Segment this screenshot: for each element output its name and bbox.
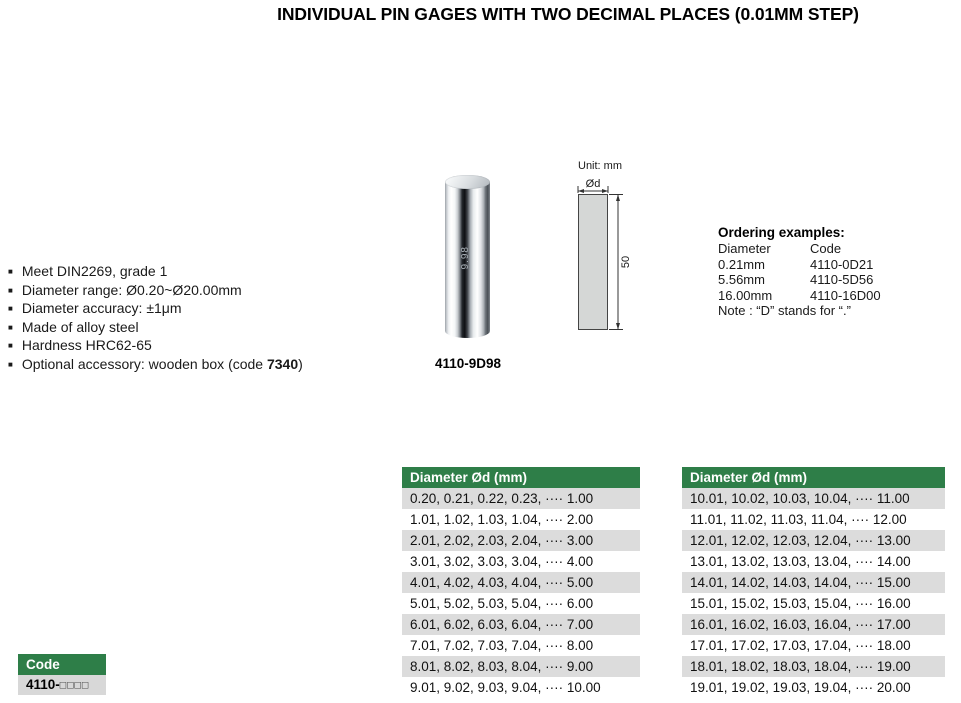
- code-box-value: [18, 675, 106, 695]
- table-header: Diameter Ød (mm): [682, 467, 945, 488]
- ordering-header-row: [718, 241, 928, 257]
- feature-text-suffix: ): [298, 355, 303, 372]
- table-row: 10.01, 10.02, 10.03, 10.04, ···· 11.00: [682, 488, 945, 509]
- bullet-square-icon: ■: [8, 341, 13, 351]
- table-row: 1.01, 1.02, 1.03, 1.04, ···· 2.00: [402, 509, 640, 530]
- feature-item-accessory: [8, 355, 303, 374]
- pin-gage-top-face: [445, 175, 490, 189]
- code-prefix: 4110-: [26, 677, 60, 692]
- ordering-code: 4110-5D56: [810, 272, 874, 288]
- table-row: 17.01, 17.02, 17.03, 17.04, ···· 18.00: [682, 635, 945, 656]
- bullet-square-icon: ■: [8, 322, 13, 332]
- table-row: 14.01, 14.02, 14.03, 14.04, ···· 15.00: [682, 572, 945, 593]
- code-box-header: Code: [18, 654, 106, 675]
- ordering-code: 4110-0D21: [810, 256, 874, 272]
- table-header: Diameter Ød (mm): [402, 467, 640, 488]
- table-row: 11.01, 11.02, 11.03, 11.04, ···· 12.00: [682, 509, 945, 530]
- table-body: [682, 488, 945, 698]
- feature-items: [8, 262, 303, 355]
- diameter-dim-label: Ød: [585, 178, 601, 190]
- feature-item: [8, 281, 303, 300]
- bullet-square-icon: ■: [8, 267, 13, 276]
- feature-text: Hardness HRC62-65: [21, 337, 152, 354]
- feature-text: Optional accessory: wooden box (code: [21, 355, 267, 372]
- table-row: 9.01, 9.02, 9.03, 9.04, ···· 10.00: [402, 677, 640, 698]
- bullet-square-icon: ■: [8, 285, 13, 295]
- accessory-code: 7340: [266, 355, 299, 372]
- table-row: 8.01, 8.02, 8.03, 8.04, ···· 9.00: [402, 656, 640, 677]
- ordering-col-diameter: Diameter: [718, 241, 771, 256]
- table-row: 4.01, 4.02, 4.03, 4.04, ···· 5.00: [402, 572, 640, 593]
- diameter-table-left: [402, 467, 640, 698]
- feature-item: [8, 262, 303, 281]
- ordering-note: Note : “D” stands for “.”: [718, 303, 851, 319]
- feature-list: [8, 262, 303, 374]
- length-dim-label: 50: [620, 255, 632, 269]
- ordering-rows: [718, 257, 928, 304]
- feature-text: Made of alloy steel: [21, 318, 139, 335]
- ordering-col-code: Code: [810, 241, 842, 256]
- table-row: 5.01, 5.02, 5.03, 5.04, ···· 6.00: [402, 593, 640, 614]
- ordering-examples: [718, 224, 928, 319]
- ordering-diameter: 0.21mm: [718, 256, 765, 272]
- table-row: 16.01, 16.02, 16.03, 16.04, ···· 17.00: [682, 614, 945, 635]
- dimension-drawing: [565, 155, 645, 340]
- feature-item: [8, 336, 303, 355]
- diameter-table-right: [682, 467, 945, 698]
- code-placeholder-squares: □□□□: [59, 679, 90, 692]
- ordering-diameter: 5.56mm: [718, 272, 765, 288]
- feature-text: Diameter range: Ø0.20~Ø20.00mm: [21, 281, 242, 298]
- unit-label: Unit: mm: [578, 160, 622, 172]
- feature-text: Meet DIN2269, grade 1: [21, 263, 168, 279]
- code-box: [18, 654, 106, 695]
- feature-text: Diameter accuracy: ±1μm: [21, 300, 182, 317]
- page-title: INDIVIDUAL PIN GAGES WITH TWO DECIMAL PLACES (0.01MM STEP): [277, 4, 859, 24]
- feature-item: [8, 318, 303, 337]
- gage-outline: [579, 195, 608, 330]
- table-row: 3.01, 3.02, 3.03, 3.04, ···· 4.00: [402, 551, 640, 572]
- table-row: 19.01, 19.02, 19.03, 19.04, ···· 20.00: [682, 677, 945, 698]
- table-row: 18.01, 18.02, 18.03, 18.04, ···· 19.00: [682, 656, 945, 677]
- ordering-row: [718, 288, 928, 304]
- table-body: [402, 488, 640, 698]
- ordering-row: [718, 272, 928, 288]
- pin-engraved-size: 9.98: [460, 246, 471, 270]
- table-row: 12.01, 12.02, 12.03, 12.04, ···· 13.00: [682, 530, 945, 551]
- table-row: 0.20, 0.21, 0.22, 0.23, ···· 1.00: [402, 488, 640, 509]
- bullet-square-icon: ■: [8, 359, 13, 369]
- table-row: 6.01, 6.02, 6.03, 6.04, ···· 7.00: [402, 614, 640, 635]
- table-row: 7.01, 7.02, 7.03, 7.04, ···· 8.00: [402, 635, 640, 656]
- table-row: 13.01, 13.02, 13.03, 13.04, ···· 14.00: [682, 551, 945, 572]
- table-row: 15.01, 15.02, 15.03, 15.04, ···· 16.00: [682, 593, 945, 614]
- ordering-row: [718, 257, 928, 273]
- table-row: 2.01, 2.02, 2.03, 2.04, ···· 3.00: [402, 530, 640, 551]
- feature-item: [8, 299, 303, 318]
- ordering-code: 4110-16D00: [810, 287, 881, 303]
- ordering-diameter: 16.00mm: [718, 287, 773, 303]
- bullet-square-icon: ■: [8, 304, 13, 314]
- product-code-label: 4110-9D98: [434, 356, 502, 371]
- ordering-title: Ordering examples:: [718, 225, 845, 240]
